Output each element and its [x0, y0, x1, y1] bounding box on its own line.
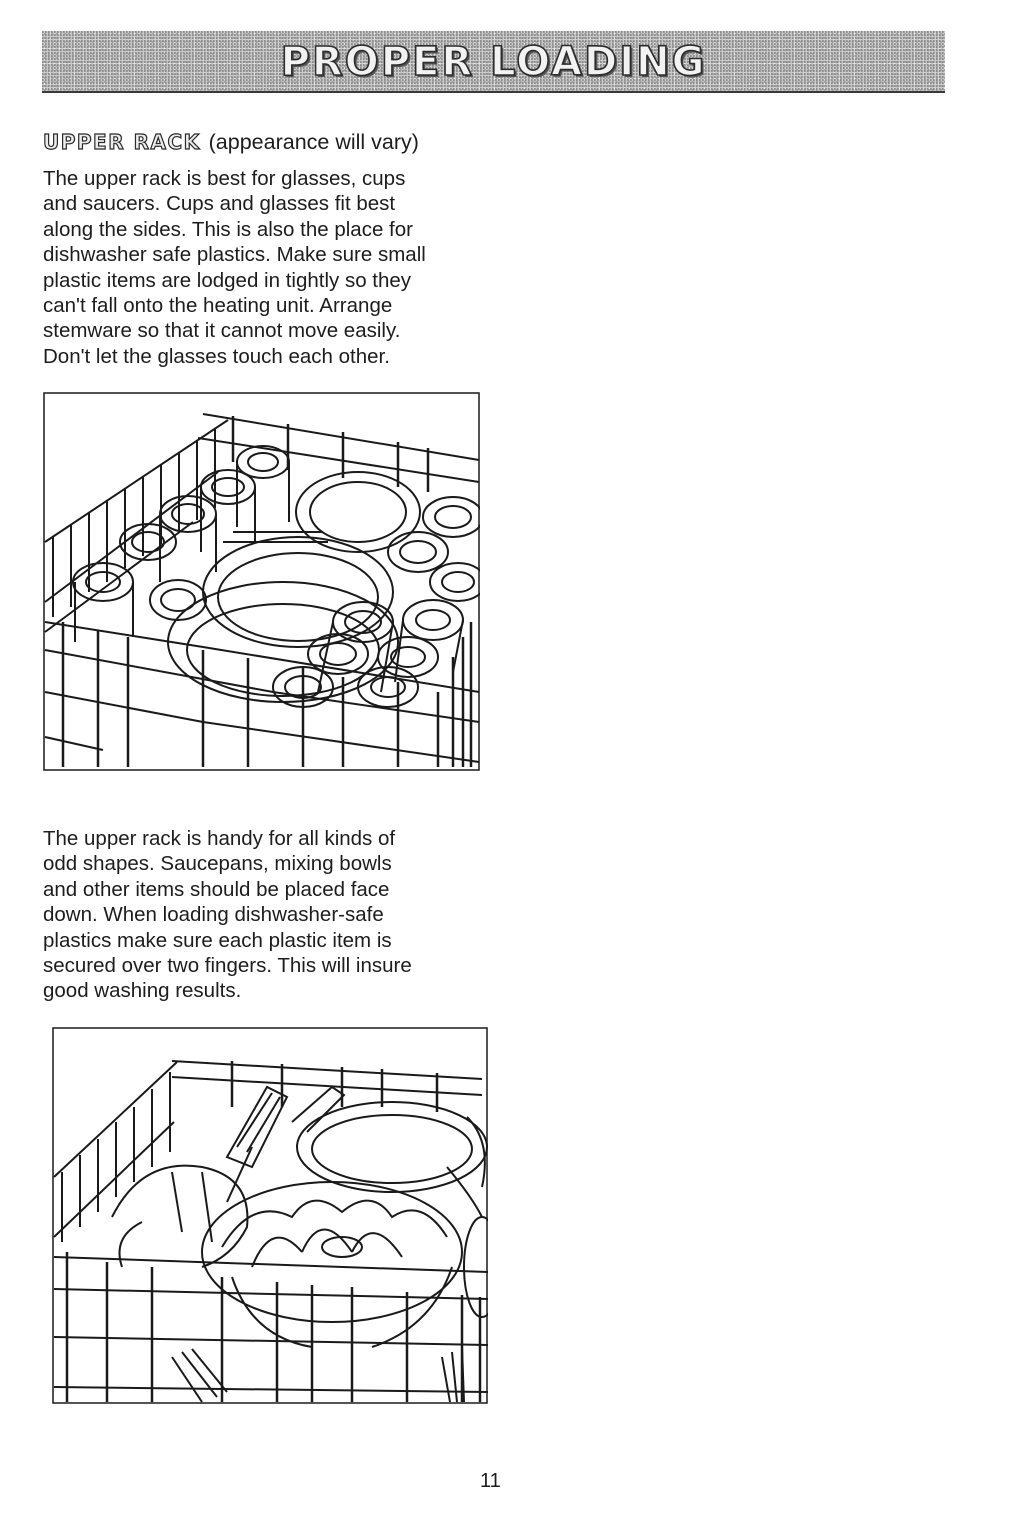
paragraph-line: plastics make sure each plastic item is — [43, 928, 392, 952]
paragraph-line: dishwasher safe plastics. Make sure small — [43, 243, 426, 267]
upper-rack-paragraph-2 — [43, 826, 498, 1004]
upper-rack-bowls-illustration — [52, 1027, 488, 1404]
paragraph-line: good washing results. — [43, 979, 242, 1003]
paragraph-line: stemware so that it cannot move easily. — [43, 319, 401, 343]
page-banner — [42, 31, 945, 93]
upper-rack-paragraph-1 — [43, 166, 498, 369]
paragraph-line: secured over two fingers. This will insure — [43, 954, 412, 978]
upper-rack-glasses-illustration — [43, 392, 480, 771]
paragraph-line: The upper rack is best for glasses, cups — [43, 167, 406, 190]
section-heading-note: (appearance will vary) — [208, 130, 419, 154]
paragraph-line: Don't let the glasses touch each other. — [43, 344, 390, 368]
paragraph-line: plastic items are lodged in tightly so they — [43, 268, 412, 292]
section-heading — [43, 128, 419, 156]
paragraph-line: and saucers. Cups and glasses fit best — [43, 192, 396, 216]
paragraph-line: The upper rack is handy for all kinds of — [43, 827, 396, 850]
paragraph-line: down. When loading dishwasher-safe — [43, 903, 384, 927]
page-number: 11 — [480, 1470, 501, 1492]
paragraph-line: and other items should be placed face — [43, 877, 390, 901]
section-heading-title: UPPER RACK — [43, 130, 201, 154]
paragraph-line: can't fall onto the heating unit. Arrange — [43, 294, 393, 318]
banner-title: PROPER LOADING — [280, 39, 707, 85]
paragraph-line: odd shapes. Saucepans, mixing bowls — [43, 852, 392, 876]
paragraph-line: along the sides. This is also the place for — [43, 217, 413, 241]
